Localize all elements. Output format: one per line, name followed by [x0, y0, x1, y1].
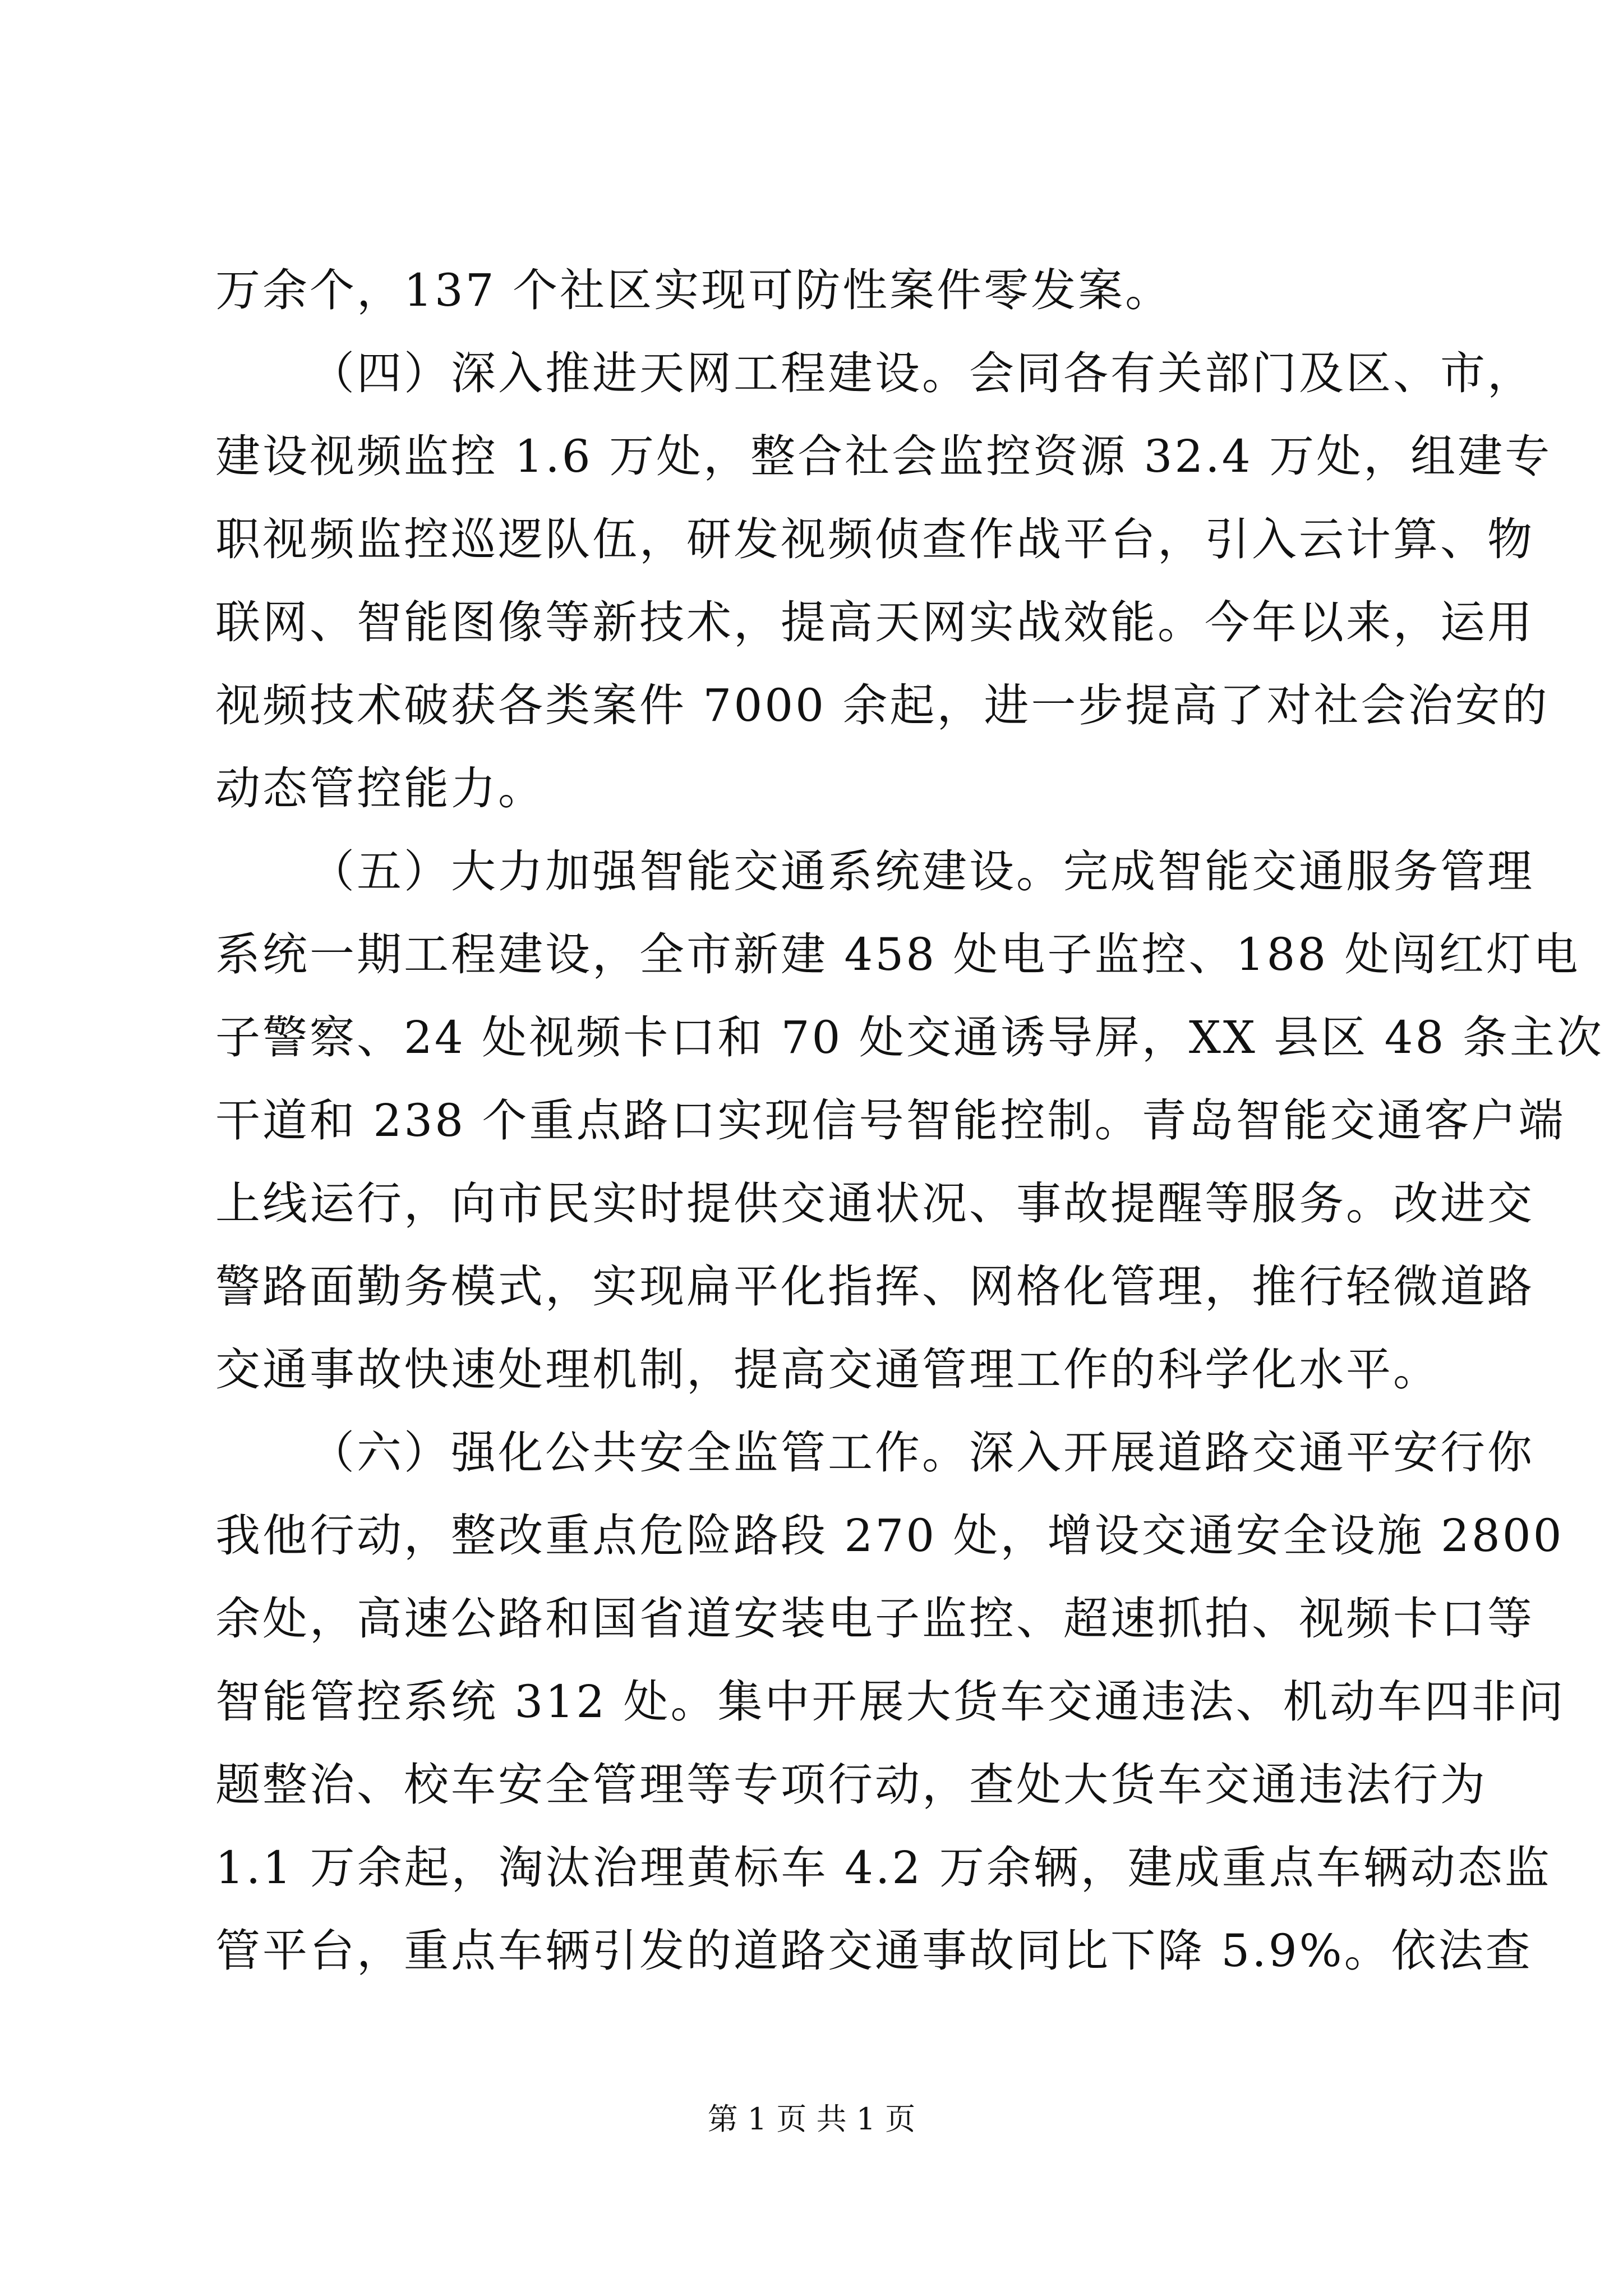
text-line: 动态管控能力。 — [215, 762, 545, 815]
text-line: 子警察、24 处视频卡口和 70 处交通诱导屏，XX 县区 48 条主次 — [215, 1011, 1604, 1064]
text-line: 余处，高速公路和国省道安装电子监控、超速抓拍、视频卡口等 — [215, 1593, 1534, 1645]
text-line: 交通事故快速处理机制，提高交通管理工作的科学化水平。 — [215, 1343, 1440, 1396]
text-line: 管平台，重点车辆引发的道路交通事故同比下降 5.9%。依法查 — [215, 1925, 1533, 1977]
document-body — [215, 249, 1604, 1993]
text-line: 职视频监控巡逻队伍，研发视频侦查作战平台，引入云计算、物 — [215, 513, 1534, 565]
text-line: 1.1 万余起，淘汰治理黄标车 4.2 万余辆，建成重点车辆动态监 — [215, 1842, 1552, 1894]
text-line: 上线运行，向市民实时提供交通状况、事故提醒等服务。改进交 — [215, 1177, 1534, 1230]
text-line: 联网、智能图像等新技术，提高天网实战效能。今年以来，运用 — [215, 596, 1534, 648]
text-line: 视频技术破获各类案件 7000 余起，进一步提高了对社会治安的 — [215, 679, 1550, 731]
text-line: 干道和 238 个重点路口实现信号智能控制。青岛智能交通客户端 — [215, 1094, 1566, 1147]
text-line: 建设视频监控 1.6 万处，整合社会监控资源 32.4 万处，组建专 — [215, 430, 1552, 482]
paragraph-heading-line: （四）深入推进天网工程建设。会同各有关部门及区、市， — [310, 347, 1534, 399]
text-line: 警路面勤务模式，实现扁平化指挥、网格化管理，推行轻微道路 — [215, 1260, 1534, 1313]
text-line: 题整治、校车安全管理等专项行动，查处大货车交通违法行为 — [215, 1759, 1487, 1811]
paragraph-heading-line: （六）强化公共安全监管工作。深入开展道路交通平安行你 — [310, 1427, 1534, 1479]
text-line: 智能管控系统 312 处。集中开展大货车交通违法、机动车四非问 — [215, 1676, 1566, 1728]
text-line: 我他行动，整改重点危险路段 270 处，增设交通安全设施 2800 — [215, 1510, 1564, 1562]
paragraph-heading-line: （五）大力加强智能交通系统建设。完成智能交通服务管理 — [310, 845, 1534, 898]
text-line: 万余个，137 个社区实现可防性案件零发案。 — [215, 264, 1173, 316]
text-line: 系统一期工程建设，全市新建 458 处电子监控、188 处闯红灯电 — [215, 928, 1580, 981]
page-number-footer: 第 1 页 共 1 页 — [707, 2101, 916, 2137]
